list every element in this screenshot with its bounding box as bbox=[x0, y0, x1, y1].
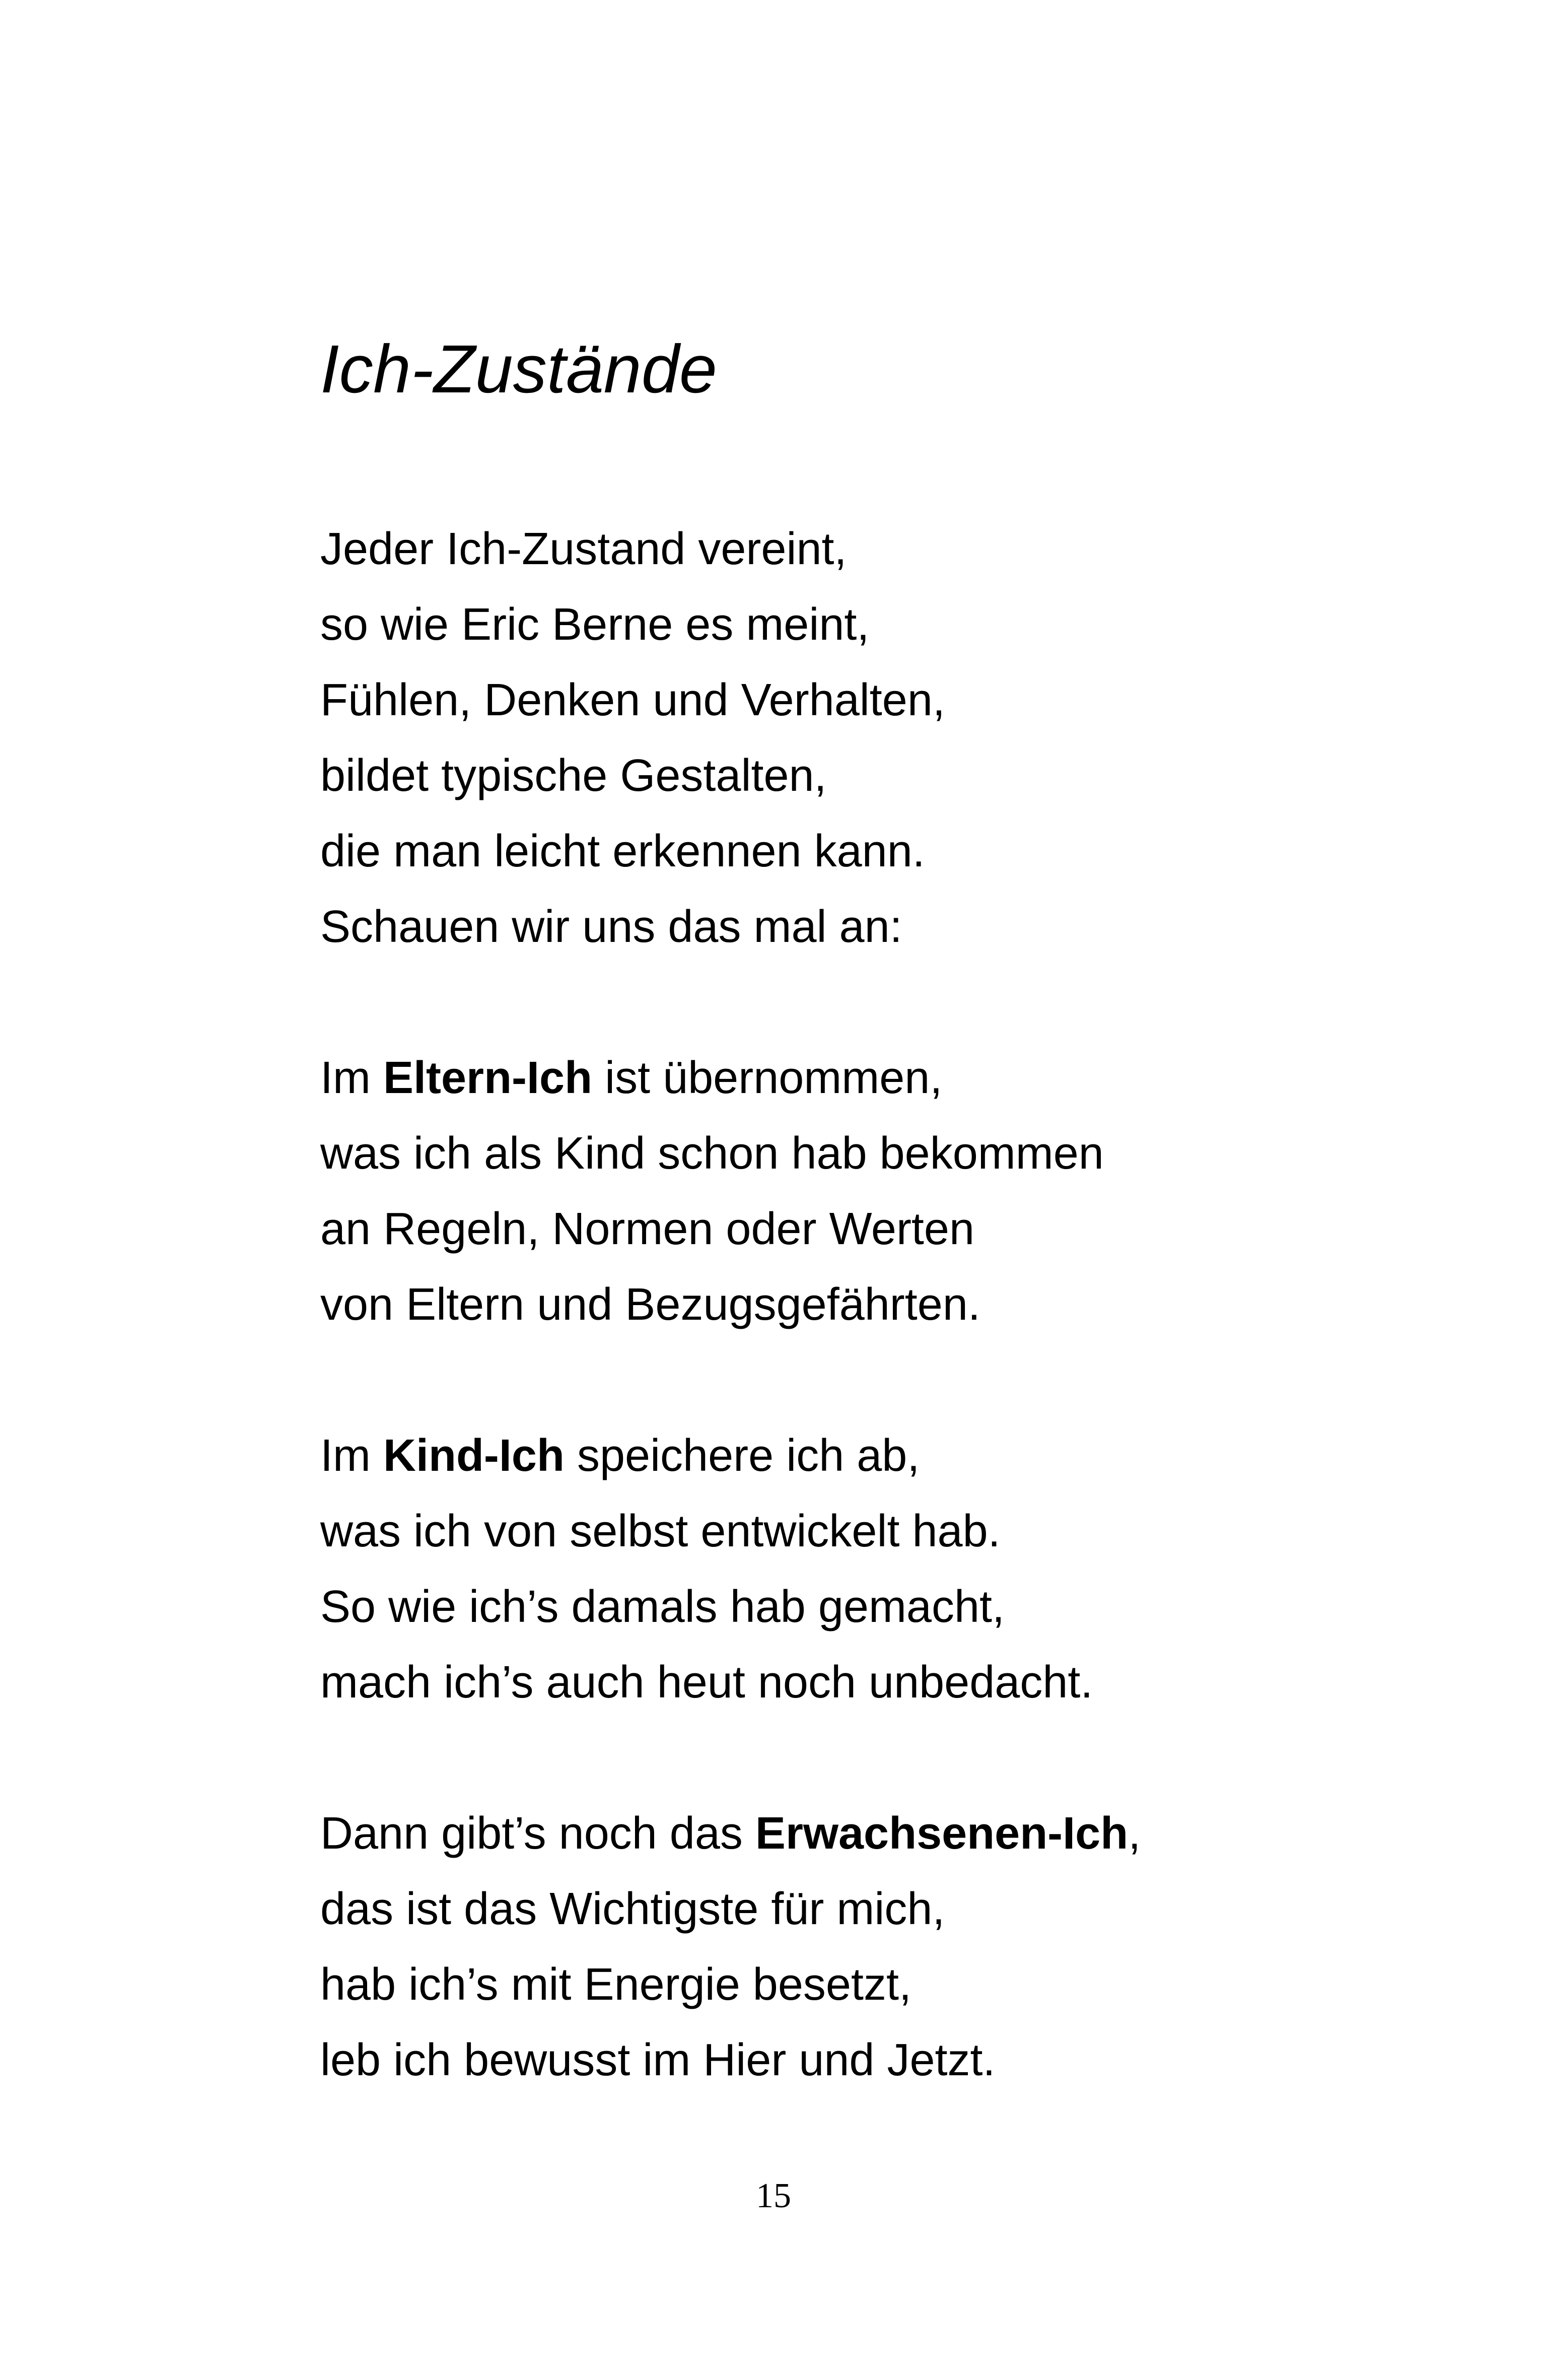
emphasized-term-kind-ich: Kind-Ich bbox=[383, 1431, 565, 1481]
poem-line bbox=[320, 1040, 1428, 1116]
emphasized-term-eltern-ich: Eltern-Ich bbox=[383, 1053, 593, 1103]
poem-line bbox=[320, 1418, 1428, 1493]
poem-line: Fühlen, Denken und Verhalten, bbox=[320, 675, 945, 725]
poem-line: die man leicht erkennen kann. bbox=[320, 826, 925, 876]
poem-body bbox=[320, 511, 1428, 2098]
poem-line: So wie ich’s damals hab gemacht, bbox=[320, 1582, 1005, 1632]
page-number: 15 bbox=[756, 2177, 791, 2215]
emphasized-term-erwachsenen-ich: Erwachsenen-Ich bbox=[755, 1808, 1129, 1859]
line-text: ist übernommen, bbox=[592, 1053, 943, 1103]
poem-line: Schauen wir uns das mal an: bbox=[320, 902, 902, 952]
line-text: speichere ich ab, bbox=[564, 1431, 920, 1481]
poem-line: was ich als Kind schon hab bekommen bbox=[320, 1128, 1104, 1179]
poem-line: hab ich’s mit Energie besetzt, bbox=[320, 1959, 911, 2010]
stanza-3 bbox=[320, 1418, 1428, 1720]
line-text: Im bbox=[320, 1053, 383, 1103]
stanza-4 bbox=[320, 1796, 1428, 2098]
stanza-1 bbox=[320, 511, 1428, 965]
poem-line: was ich von selbst entwickelt hab. bbox=[320, 1506, 1001, 1556]
line-text: Im bbox=[320, 1431, 383, 1481]
poem-line bbox=[320, 1796, 1428, 1871]
poem-line: an Regeln, Normen oder Werten bbox=[320, 1204, 975, 1254]
line-text: Dann gibt’s noch das bbox=[320, 1808, 755, 1859]
poem-line: Jeder Ich-Zustand vereint, bbox=[320, 524, 847, 574]
poem-line: von Eltern und Bezugsgefährten. bbox=[320, 1279, 980, 1330]
poem-line: so wie Eric Berne es meint, bbox=[320, 599, 870, 650]
poem-line: bildet typische Gestalten, bbox=[320, 751, 827, 801]
poem-line: leb ich bewusst im Hier und Jetzt. bbox=[320, 2035, 996, 2085]
poem-line: das ist das Wichtigste für mich, bbox=[320, 1884, 945, 1934]
line-text: , bbox=[1128, 1808, 1141, 1859]
poem-title: Ich-Zustände bbox=[320, 331, 717, 407]
stanza-2 bbox=[320, 1040, 1428, 1342]
poem-line: mach ich’s auch heut noch unbedacht. bbox=[320, 1657, 1093, 1708]
